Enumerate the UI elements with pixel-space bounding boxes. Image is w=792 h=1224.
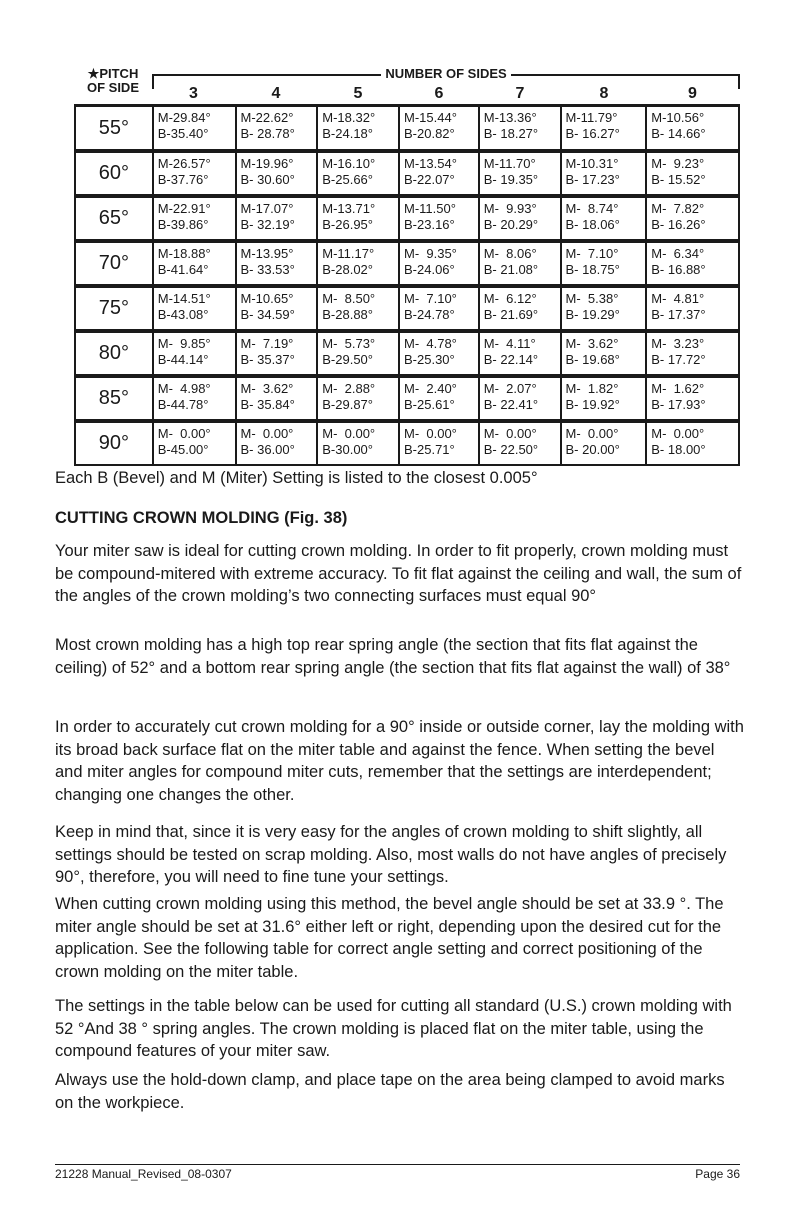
bevel-value: B-24.06° <box>404 262 455 277</box>
miter-value: M- 7.19° <box>240 336 294 351</box>
miter-value: M- 4.11° <box>483 336 536 351</box>
setting-cell <box>562 198 648 239</box>
miter-value: M-18.88° <box>157 246 211 261</box>
miter-value: M-13.71° <box>322 201 376 216</box>
bevel-value: B-28.02° <box>322 262 373 277</box>
bevel-value: B- 14.66° <box>651 126 706 141</box>
setting-cell <box>647 288 738 329</box>
pitch-of-side-label: ★PITCH OF SIDE <box>86 66 139 95</box>
bevel-value: B- 19.92° <box>565 397 620 412</box>
setting-cell <box>154 288 237 329</box>
column-headers <box>152 85 740 103</box>
table-row <box>76 419 738 464</box>
setting-cell <box>237 378 319 419</box>
pitch-cell: 80° <box>76 333 154 374</box>
precision-note: Each B (Bevel) and M (Miter) Setting is listed to the closest 0.005° <box>55 469 538 487</box>
miter-value: M- 1.82° <box>565 381 619 396</box>
setting-cell <box>237 423 319 464</box>
miter-value: M- 2.88° <box>322 381 376 396</box>
paragraph: In order to accurately cut crown molding for a 90° inside or outside corner, lay the molding with its broad back surface flat on the miter table and against the fence. When setting the bevel and miter angles for compound miter cuts, remember that the settings are interdependent; changing one changes the other. <box>55 718 744 804</box>
setting-cell <box>318 333 400 374</box>
pitch-cell: 90° <box>76 423 154 464</box>
bevel-value: B- 21.69° <box>483 307 539 322</box>
bevel-value: B-29.50° <box>322 352 373 367</box>
setting-cell <box>318 198 400 239</box>
bevel-value: B-25.30° <box>404 352 455 367</box>
miter-value: M-19.96° <box>240 156 294 171</box>
setting-cell <box>480 288 562 329</box>
bevel-value: B-41.64° <box>157 262 209 277</box>
setting-cell <box>237 153 319 194</box>
miter-value: M-13.36° <box>483 110 537 125</box>
bevel-value: B-35.40° <box>157 126 209 141</box>
setting-cell <box>154 243 237 284</box>
bevel-value: B-29.87° <box>322 397 373 412</box>
miter-value: M-11.50° <box>404 201 456 216</box>
setting-cell <box>400 243 480 284</box>
setting-cell <box>400 333 480 374</box>
bevel-value: B- 16.27° <box>565 126 620 141</box>
setting-cell <box>154 378 237 419</box>
bevel-value: B- 18.00° <box>651 442 706 457</box>
setting-cell <box>647 107 738 149</box>
setting-cell <box>237 288 319 329</box>
column-header: 4 <box>271 85 281 102</box>
setting-cell <box>647 333 738 374</box>
miter-value: M- 8.50° <box>322 291 376 306</box>
bevel-value: B- 17.93° <box>651 397 706 412</box>
bevel-value: B- 20.29° <box>483 217 539 232</box>
table-body <box>74 104 740 466</box>
miter-value: M-10.31° <box>565 156 619 171</box>
miter-value: M- 0.00° <box>483 426 537 441</box>
miter-value: M- 0.00° <box>240 426 294 441</box>
bevel-value: B- 17.72° <box>651 352 706 367</box>
bevel-value: B- 30.60° <box>240 172 295 187</box>
miter-value: M-18.32° <box>322 110 376 125</box>
paragraph: Most crown molding has a high top rear spring angle (the section that fits flat against the ceiling) of 52° and a bottom rear spring angle (the section that fits flat against the wall) of 38° <box>55 636 731 677</box>
miter-value: M- 9.93° <box>483 201 537 216</box>
setting-cell <box>400 288 480 329</box>
setting-cell <box>154 107 237 149</box>
bevel-value: B-25.61° <box>404 397 455 412</box>
setting-cell <box>237 333 319 374</box>
setting-cell <box>400 198 480 239</box>
miter-value: M- 7.10° <box>404 291 457 306</box>
setting-cell <box>318 243 400 284</box>
paragraph: The settings in the table below can be used for cutting all standard (U.S.) crown molding with 52 °And 38 ° spring angles. The crown molding is placed flat on the miter table, using the compound features of your miter saw. <box>55 997 732 1060</box>
miter-value: M- 0.00° <box>157 426 211 441</box>
bevel-value: B- 15.52° <box>651 172 706 187</box>
miter-value: M- 4.81° <box>651 291 705 306</box>
footer-rule <box>55 1164 740 1165</box>
bevel-value: B- 17.23° <box>565 172 620 187</box>
bevel-value: B- 32.19° <box>240 217 295 232</box>
setting-cell <box>562 288 648 329</box>
miter-value: M- 9.23° <box>651 156 705 171</box>
bevel-value: B- 19.68° <box>565 352 620 367</box>
setting-cell <box>237 107 319 149</box>
bevel-value: B-23.16° <box>404 217 455 232</box>
setting-cell <box>480 153 562 194</box>
miter-value: M- 8.06° <box>483 246 537 261</box>
miter-value: M- 6.34° <box>651 246 705 261</box>
column-header: 9 <box>688 85 697 102</box>
bevel-value: B- 22.14° <box>483 352 539 367</box>
pitch-cell: 75° <box>76 288 154 329</box>
bevel-value: B- 20.00° <box>565 442 620 457</box>
setting-cell <box>480 107 562 149</box>
miter-value: M- 9.85° <box>157 336 211 351</box>
table-row <box>76 329 738 374</box>
bevel-value: B-24.78° <box>404 307 455 322</box>
miter-value: M- 2.40° <box>404 381 457 396</box>
miter-value: M- 4.98° <box>157 381 211 396</box>
setting-cell <box>480 378 562 419</box>
miter-value: M-14.51° <box>157 291 211 306</box>
bevel-value: B-28.88° <box>322 307 373 322</box>
setting-cell <box>480 198 562 239</box>
miter-value: M-29.84° <box>157 110 211 125</box>
miter-value: M- 0.00° <box>651 426 705 441</box>
pitch-cell: 55° <box>76 107 154 149</box>
miter-value: M- 9.35° <box>404 246 457 261</box>
bevel-value: B- 18.75° <box>565 262 620 277</box>
setting-cell <box>154 198 237 239</box>
setting-cell <box>647 423 738 464</box>
bevel-value: B-43.08° <box>157 307 209 322</box>
table-row <box>76 107 738 149</box>
section-heading: CUTTING CROWN MOLDING (Fig. 38) <box>55 509 348 527</box>
paragraph: Your miter saw is ideal for cutting crown molding. In order to fit properly, crown molding must be compound-mitered with extreme accuracy. To fit flat against the ceiling and wall, the sum of the angles of the crown molding’s two connecting surfaces must equal 90° <box>55 542 742 605</box>
miter-value: M-13.95° <box>240 246 294 261</box>
paragraph: When cutting crown molding using this method, the bevel angle should be set at 33.9 °. The miter angle should be set at 31.6° either left or right, depending upon the desired cut for the application. See the following table for correct angle setting and correct positioning of the crown molding on the miter table. <box>55 895 724 981</box>
bevel-value: B-22.07° <box>404 172 455 187</box>
pitch-cell: 85° <box>76 378 154 419</box>
footer-document-id: 21228 Manual_Revised_08-0307 <box>55 1167 232 1181</box>
pitch-cell: 60° <box>76 153 154 194</box>
setting-cell <box>237 198 319 239</box>
bevel-value: B-45.00° <box>157 442 209 457</box>
setting-cell <box>318 288 400 329</box>
bevel-value: B-25.71° <box>404 442 455 457</box>
setting-cell <box>400 107 480 149</box>
miter-value: M-11.79° <box>565 110 618 125</box>
table-header <box>74 64 740 104</box>
miter-value: M-15.44° <box>404 110 457 125</box>
bevel-value: B- 35.37° <box>240 352 295 367</box>
setting-cell <box>480 333 562 374</box>
setting-cell <box>318 378 400 419</box>
bevel-value: B- 16.26° <box>651 217 706 232</box>
column-header: 6 <box>434 85 444 102</box>
miter-value: M-17.07° <box>240 201 294 216</box>
miter-value: M- 3.62° <box>240 381 294 396</box>
setting-cell <box>154 153 237 194</box>
bevel-value: B-26.95° <box>322 217 373 232</box>
pitch-cell: 65° <box>76 198 154 239</box>
setting-cell <box>237 243 319 284</box>
bevel-value: B- 33.53° <box>240 262 295 277</box>
paragraph: Keep in mind that, since it is very easy for the angles of crown molding to shift slightly, all settings should be tested on scrap molding. Also, most walls do not have angles of precisely 90°, therefore, you will need to fine tune your settings. <box>55 823 727 886</box>
setting-cell <box>647 378 738 419</box>
setting-cell <box>562 107 648 149</box>
bevel-value: B-20.82° <box>404 126 455 141</box>
miter-value: M- 0.00° <box>565 426 619 441</box>
bevel-value: B- 28.78° <box>240 126 295 141</box>
setting-cell <box>154 423 237 464</box>
setting-cell <box>400 423 480 464</box>
setting-cell <box>154 333 237 374</box>
bevel-value: B- 18.27° <box>483 126 539 141</box>
miter-value: M- 6.12° <box>483 291 537 306</box>
bevel-value: B- 36.00° <box>240 442 295 457</box>
pitch-cell: 70° <box>76 243 154 284</box>
miter-value: M- 1.62° <box>651 381 705 396</box>
bevel-value: B-24.18° <box>322 126 373 141</box>
bevel-value: B- 16.88° <box>651 262 706 277</box>
setting-cell <box>647 243 738 284</box>
number-of-sides-title: NUMBER OF SIDES <box>152 67 740 81</box>
miter-value: M- 0.00° <box>404 426 457 441</box>
setting-cell <box>480 423 562 464</box>
miter-value: M- 8.74° <box>565 201 619 216</box>
bevel-value: B-44.14° <box>157 352 209 367</box>
setting-cell <box>400 378 480 419</box>
miter-value: M- 3.23° <box>651 336 705 351</box>
miter-value: M- 5.38° <box>565 291 619 306</box>
setting-cell <box>647 153 738 194</box>
bevel-value: B-25.66° <box>322 172 373 187</box>
bevel-value: B- 21.08° <box>483 262 539 277</box>
bevel-value: B- 34.59° <box>240 307 295 322</box>
miter-value: M-11.70° <box>483 156 536 171</box>
setting-cell <box>562 333 648 374</box>
miter-value: M-11.17° <box>322 246 375 261</box>
setting-cell <box>400 153 480 194</box>
miter-value: M-22.91° <box>157 201 211 216</box>
miter-value: M-26.57° <box>157 156 211 171</box>
bevel-value: B-37.76° <box>157 172 209 187</box>
paragraph: Always use the hold-down clamp, and place tape on the area being clamped to avoid marks on the workpiece. <box>55 1071 725 1112</box>
miter-value: M-13.54° <box>404 156 457 171</box>
column-header: 3 <box>189 85 198 102</box>
setting-cell <box>647 198 738 239</box>
miter-value: M-16.10° <box>322 156 376 171</box>
miter-value: M-10.65° <box>240 291 294 306</box>
bevel-value: B- 17.37° <box>651 307 706 322</box>
bevel-value: B- 19.35° <box>483 172 539 187</box>
table-row <box>76 239 738 284</box>
miter-value: M-10.56° <box>651 110 705 125</box>
footer-page-number: Page 36 <box>695 1167 740 1181</box>
bevel-value: B- 19.29° <box>565 307 620 322</box>
miter-value: M- 2.07° <box>483 381 537 396</box>
miter-value: M- 3.62° <box>565 336 619 351</box>
miter-value: M- 0.00° <box>322 426 376 441</box>
miter-value: M- 7.82° <box>651 201 705 216</box>
bevel-value: B-30.00° <box>322 442 373 457</box>
setting-cell <box>318 153 400 194</box>
bevel-value: B- 35.84° <box>240 397 295 412</box>
miter-value: M- 4.78° <box>404 336 457 351</box>
setting-cell <box>318 107 400 149</box>
table-row <box>76 149 738 194</box>
setting-cell <box>480 243 562 284</box>
bevel-value: B- 18.06° <box>565 217 620 232</box>
bevel-value: B- 22.41° <box>483 397 539 412</box>
table-row <box>76 374 738 419</box>
table-row <box>76 284 738 329</box>
setting-cell <box>562 153 648 194</box>
setting-cell <box>318 423 400 464</box>
bevel-value: B-44.78° <box>157 397 209 412</box>
setting-cell <box>562 243 648 284</box>
compound-miter-table <box>74 64 740 466</box>
miter-value: M- 7.10° <box>565 246 619 261</box>
miter-value: M- 5.73° <box>322 336 376 351</box>
setting-cell <box>562 378 648 419</box>
column-header: 7 <box>515 85 525 102</box>
column-header: 8 <box>599 85 609 102</box>
bevel-value: B- 22.50° <box>483 442 539 457</box>
table-row <box>76 194 738 239</box>
bevel-value: B-39.86° <box>157 217 209 232</box>
miter-value: M-22.62° <box>240 110 294 125</box>
column-header: 5 <box>353 85 363 102</box>
setting-cell <box>562 423 648 464</box>
